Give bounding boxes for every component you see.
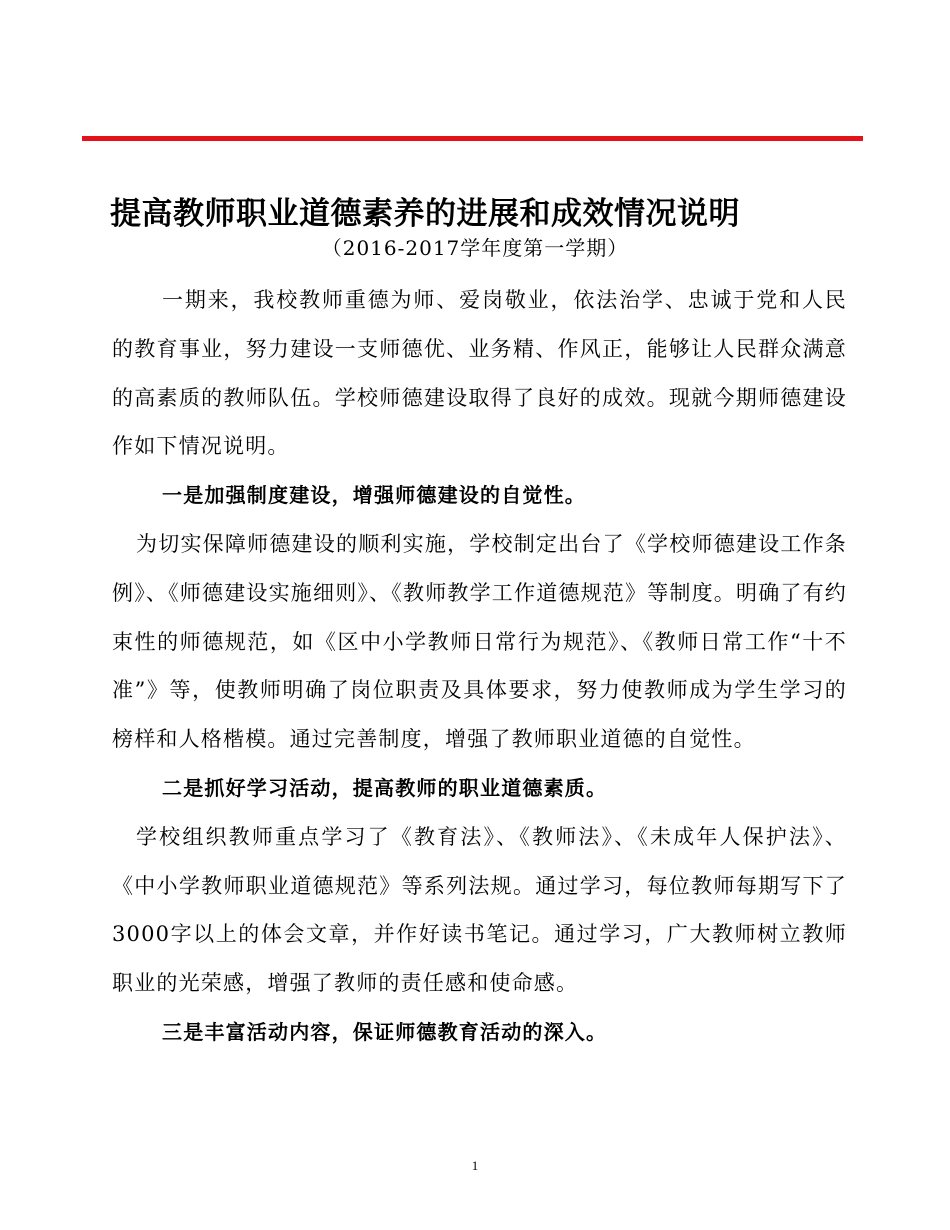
intro-paragraph: 一期来，我校教师重德为师、爱岗敬业，依法治学、忠诚于党和人民的教育事业，努力建设一支师德优、业务精、作风正，能够让人民群众满意的高素质的教师队伍。学校师德建设取得了良好的成效。现就今期师德建设作如下情况说明。	[112, 288, 847, 459]
section-paragraph-2: 学校组织教师重点学习了《教育法》、《教师法》、《未成年人保护法》、《中小学教师职业道德规范》等系列法规。通过学习，每位教师每期写下了3000字以上的体会文章，并作好读书笔记。通过学习，广大教师树立教师职业的光荣感，增强了教师的责任感和使命感。	[112, 824, 847, 996]
section-paragraph-1: 为切实保障师德建设的顺利实施，学校制定出台了《学校师德建设工作条例》、《师德建设实施细则》、《教师教学工作道德规范》等制度。明确了有约束性的师德规范，如《区中小学教师日常行为规范》、《教师日常工作“十不准”》等，使教师明确了岗位职责及具体要求，努力使教师成为学生学习的榜样和人格楷模。通过完善制度，增强了教师职业道德的自觉性。	[112, 531, 847, 752]
section-heading-2: 二是抓好学习活动，提高教师的职业道德素质。	[162, 775, 608, 800]
document-subtitle: （2016-2017学年度第一学期）	[321, 236, 629, 260]
document-title: 提高教师职业道德素养的进展和成效情况说明	[110, 196, 740, 232]
document-body	[112, 276, 847, 1057]
red-header-rule	[82, 136, 863, 141]
page-number: 1	[471, 1158, 479, 1173]
section-heading-1: 一是加强制度建设，增强师德建设的自觉性。	[162, 483, 586, 508]
section-heading-3: 三是丰富活动内容，保证师德教育活动的深入。	[162, 1019, 608, 1044]
